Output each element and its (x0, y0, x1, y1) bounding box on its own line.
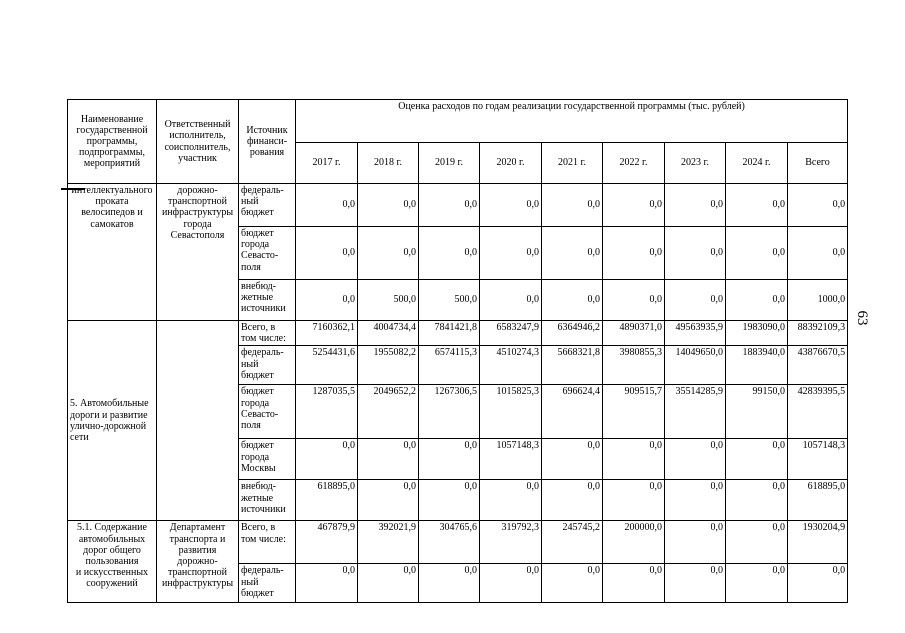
header-name-line: подпрограммы, (79, 147, 145, 159)
funding-source-line: Москвы (241, 462, 276, 474)
amount-cell: 909515,7 (603, 385, 665, 439)
funding-source (239, 480, 296, 521)
amount-cell: 0,0 (542, 227, 603, 280)
header-source-line: рования (249, 147, 285, 159)
program-name-line: сооружений (86, 578, 138, 590)
funding-source-line: том числе: (241, 533, 286, 545)
amount-cell: 0,0 (726, 521, 788, 564)
amount-cell: 0,0 (603, 280, 665, 321)
amount-cell: 696624,4 (542, 385, 603, 439)
funding-source-line: жетные (241, 492, 274, 504)
funding-source-line: том числе: (241, 333, 286, 345)
header-name-line: государственной (76, 124, 148, 136)
amount-cell: 0,0 (665, 480, 726, 521)
header-source (239, 100, 296, 184)
program-name-line: 5. Автомобильные (70, 398, 149, 410)
funding-source-line: Севасто- (241, 250, 279, 262)
amount-cell: 0,0 (788, 227, 848, 280)
funding-source (239, 346, 296, 385)
amount-cell: 0,0 (665, 184, 726, 227)
amount-cell: 0,0 (358, 184, 419, 227)
funding-source (239, 321, 296, 346)
funding-source (239, 521, 296, 564)
funding-source-line: бюджет (241, 228, 274, 239)
amount-cell: 0,0 (726, 184, 788, 227)
amount-cell: 1267306,5 (419, 385, 480, 439)
amount-cell: 99150,0 (726, 385, 788, 439)
amount-cell: 5254431,6 (296, 346, 358, 385)
amount-cell: 14049650,0 (665, 346, 726, 385)
amount-cell: 1287035,5 (296, 385, 358, 439)
amount-cell: 500,0 (419, 280, 480, 321)
amount-cell: 0,0 (480, 280, 542, 321)
funding-source-line: бюджет (241, 587, 274, 599)
header-responsible-line: соисполнитель, (164, 141, 231, 153)
amount-cell: 304765,6 (419, 521, 480, 564)
program-name-line: проката (95, 196, 129, 208)
amount-cell: 392021,9 (358, 521, 419, 564)
amount-cell: 2049652,2 (358, 385, 419, 439)
program-name-line: 5.1. Содержание (77, 522, 147, 534)
header-source-line: Источник (246, 124, 288, 136)
funding-source-line: бюджет (241, 440, 274, 452)
amount-cell: 1057148,3 (480, 439, 542, 480)
amount-cell: 4890371,0 (603, 321, 665, 346)
funding-source-line: федераль- (241, 185, 284, 196)
header-name-line: мероприятий (83, 158, 141, 170)
amount-cell: 0,0 (603, 227, 665, 280)
funding-source-line: города (241, 239, 270, 251)
amount-cell: 467879,9 (296, 521, 358, 564)
year-header: 2022 г. (603, 143, 665, 184)
amount-cell: 0,0 (358, 439, 419, 480)
amount-cell: 42839395,5 (788, 385, 848, 439)
funding-source-line: федераль- (241, 347, 284, 359)
program-name-line: улично-дорожной (70, 420, 147, 432)
amount-cell: 1015825,3 (480, 385, 542, 439)
responsible-party-line: Севастополя (170, 229, 225, 241)
header-group-title: Оценка расходов по годам реализации государственной программы (тыс. рублей) (296, 100, 848, 143)
year-header: 2024 г. (726, 143, 788, 184)
year-header: Всего (788, 143, 848, 184)
amount-cell: 0,0 (603, 564, 665, 603)
amount-cell: 6574115,3 (419, 346, 480, 385)
amount-cell: 0,0 (665, 439, 726, 480)
year-header: 2021 г. (542, 143, 603, 184)
table-row (68, 521, 848, 564)
amount-cell: 6583247,9 (480, 321, 542, 346)
amount-cell: 0,0 (665, 280, 726, 321)
amount-cell: 1000,0 (788, 280, 848, 321)
funding-source-line: источники (241, 303, 286, 315)
header-source-line: финанси- (246, 135, 288, 147)
funding-source-line: жетные (241, 292, 274, 304)
funding-source-line: бюджет (241, 369, 274, 381)
amount-cell: 0,0 (542, 564, 603, 603)
amount-cell: 5668321,8 (542, 346, 603, 385)
year-header: 2019 г. (419, 143, 480, 184)
funding-source-line: города (241, 397, 270, 409)
amount-cell: 0,0 (296, 439, 358, 480)
amount-cell: 0,0 (542, 480, 603, 521)
amount-cell: 0,0 (726, 480, 788, 521)
amount-cell: 4510274,3 (480, 346, 542, 385)
amount-cell: 0,0 (358, 564, 419, 603)
amount-cell: 0,0 (665, 564, 726, 603)
amount-cell: 0,0 (542, 280, 603, 321)
program-name (68, 321, 157, 521)
funding-source-line: города (241, 451, 270, 463)
funding-source (239, 564, 296, 603)
amount-cell: 245745,2 (542, 521, 603, 564)
amount-cell: 43876670,5 (788, 346, 848, 385)
amount-cell: 0,0 (296, 280, 358, 321)
amount-cell: 0,0 (296, 184, 358, 227)
funding-source-line: поля (241, 261, 261, 273)
header-name-line: Наименование (80, 113, 144, 125)
funding-source-line: поля (241, 419, 261, 431)
amount-cell: 0,0 (419, 564, 480, 603)
amount-cell: 1883940,0 (726, 346, 788, 385)
funding-source-line: Всего, в (241, 322, 276, 333)
responsible-party-line: Департамент (169, 522, 226, 534)
amount-cell: 0,0 (419, 480, 480, 521)
funding-source-line: источники (241, 503, 286, 515)
amount-cell: 0,0 (726, 227, 788, 280)
header-name (68, 100, 157, 184)
amount-cell: 6364946,2 (542, 321, 603, 346)
amount-cell: 0,0 (603, 439, 665, 480)
program-name-line: самокатов (90, 218, 134, 230)
funding-source-line: бюджет (241, 386, 274, 398)
header-responsible-line: участник (178, 152, 217, 164)
responsible-party-line: транспорта и (169, 533, 226, 545)
responsible-party-line: инфраструктуры (161, 578, 234, 590)
funding-source-line: ный (241, 358, 259, 370)
program-name-line: интеллектуального (71, 185, 153, 196)
amount-cell: 0,0 (296, 564, 358, 603)
funding-source (239, 227, 296, 280)
amount-cell: 0,0 (542, 439, 603, 480)
responsible-party (157, 184, 239, 321)
funding-source-line: ный (241, 576, 259, 588)
funding-source-line: внебюд- (241, 281, 276, 292)
amount-cell: 0,0 (788, 564, 848, 603)
responsible-party-line: инфраструктуры (161, 207, 234, 219)
funding-source (239, 439, 296, 480)
table-row (68, 184, 848, 227)
program-name-line: дорог общего (83, 544, 141, 556)
responsible-party-line: транспортной (167, 196, 227, 208)
amount-cell: 0,0 (480, 564, 542, 603)
amount-cell: 0,0 (726, 439, 788, 480)
program-name-line: автомобильных (78, 533, 146, 545)
amount-cell: 1930204,9 (788, 521, 848, 564)
amount-cell: 88392109,3 (788, 321, 848, 346)
header-row (68, 100, 848, 143)
responsible-party (157, 521, 239, 603)
amount-cell: 500,0 (358, 280, 419, 321)
amount-cell: 0,0 (788, 184, 848, 227)
year-header: 2020 г. (480, 143, 542, 184)
year-header: 2023 г. (665, 143, 726, 184)
funding-source-line: бюджет (241, 207, 274, 219)
amount-cell: 0,0 (480, 184, 542, 227)
amount-cell: 1057148,3 (788, 439, 848, 480)
header-name-line: программы, (86, 135, 138, 147)
amount-cell: 0,0 (603, 184, 665, 227)
funding-source (239, 280, 296, 321)
responsible-party-line: дорожно- (177, 555, 218, 567)
amount-cell: 1955082,2 (358, 346, 419, 385)
amount-cell: 0,0 (419, 439, 480, 480)
amount-cell: 0,0 (419, 184, 480, 227)
amount-cell: 1983090,0 (726, 321, 788, 346)
amount-cell: 4004734,4 (358, 321, 419, 346)
program-name-line: пользования (85, 555, 139, 567)
funding-source-line: ный (241, 196, 259, 208)
amount-cell: 0,0 (726, 280, 788, 321)
amount-cell: 618895,0 (296, 480, 358, 521)
header-responsible-line: исполнитель, (169, 130, 226, 142)
year-header: 2018 г. (358, 143, 419, 184)
funding-source-line: Севасто- (241, 408, 279, 420)
funding-source-line: внебюд- (241, 481, 276, 493)
amount-cell: 7841421,8 (419, 321, 480, 346)
amount-cell: 0,0 (296, 227, 358, 280)
amount-cell: 0,0 (358, 227, 419, 280)
amount-cell: 0,0 (542, 184, 603, 227)
amount-cell: 35514285,9 (665, 385, 726, 439)
amount-cell: 319792,3 (480, 521, 542, 564)
amount-cell: 3980855,3 (603, 346, 665, 385)
program-name (68, 184, 157, 321)
funding-source-line: федераль- (241, 565, 284, 577)
responsible-party-line: дорожно- (177, 185, 218, 196)
program-name-line: сети (70, 431, 89, 443)
header-responsible-line: Ответственный (164, 119, 231, 131)
program-name-line: дороги и развитие (70, 409, 148, 421)
responsible-party-line: города (183, 218, 212, 230)
program-name-line: велосипедов и (81, 207, 143, 219)
program-name-line: и искусственных (75, 567, 149, 579)
amount-cell: 0,0 (480, 227, 542, 280)
amount-cell: 0,0 (726, 564, 788, 603)
responsible-party-line: транспортной (167, 567, 227, 579)
amount-cell: 49563935,9 (665, 321, 726, 346)
responsible-party (157, 321, 239, 521)
amount-cell: 618895,0 (788, 480, 848, 521)
amount-cell: 7160362,1 (296, 321, 358, 346)
amount-cell: 0,0 (665, 227, 726, 280)
amount-cell: 0,0 (480, 480, 542, 521)
funding-source (239, 184, 296, 227)
funding-source (239, 385, 296, 439)
amount-cell: 0,0 (358, 480, 419, 521)
amount-cell: 200000,0 (603, 521, 665, 564)
responsible-party-line: развития (178, 544, 217, 556)
funding-source-line: Всего, в (241, 522, 276, 534)
table-row (68, 321, 848, 346)
page-number: 63 (854, 310, 870, 326)
year-header: 2017 г. (296, 143, 358, 184)
amount-cell: 0,0 (419, 227, 480, 280)
amount-cell: 0,0 (603, 480, 665, 521)
program-name (68, 521, 157, 603)
budget-table (67, 99, 848, 603)
amount-cell: 0,0 (665, 521, 726, 564)
header-responsible (157, 100, 239, 184)
